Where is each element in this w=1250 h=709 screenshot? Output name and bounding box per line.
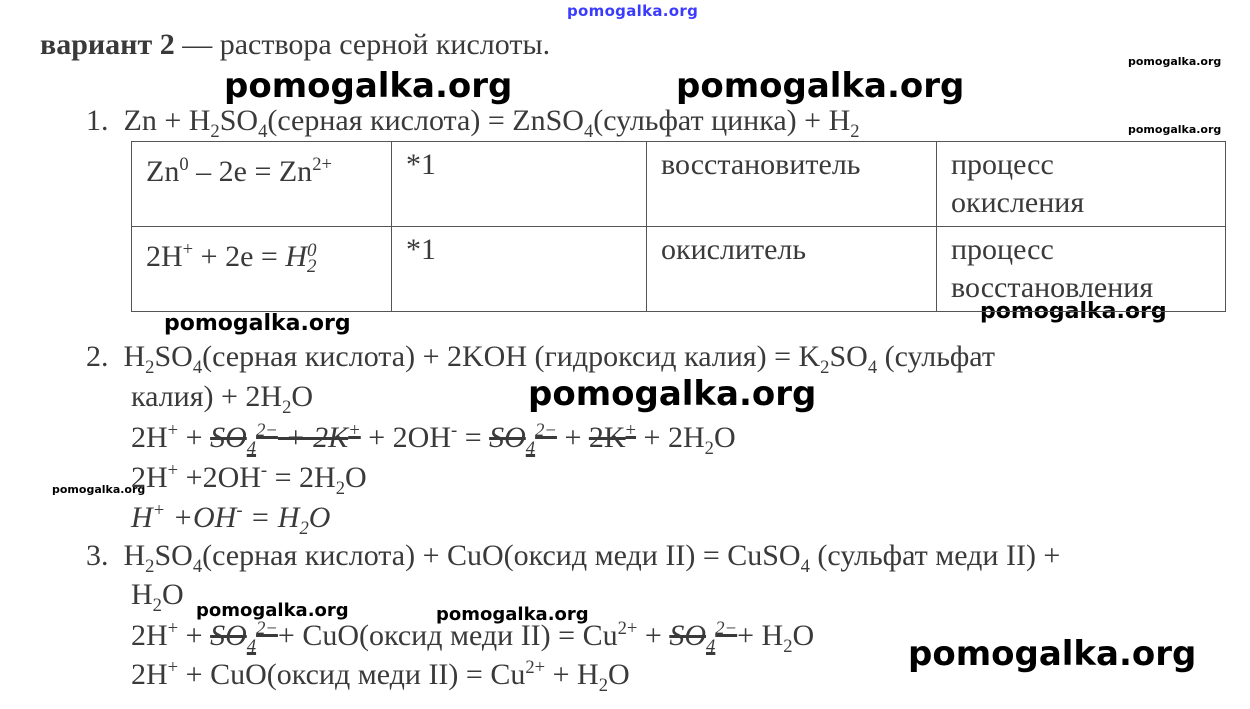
eq-text: (серная кислота) + CuO(оксид меди II) = CuSO (202, 539, 801, 572)
watermark: pomogalka.org (436, 604, 589, 625)
watermark: pomogalka.org (908, 634, 1197, 674)
eq-text: SO (669, 619, 706, 652)
item-2-equation (86, 340, 995, 379)
watermark-top[interactable]: pomogalka.org (567, 2, 699, 20)
eq-text: SO (210, 619, 247, 652)
item-3-equation (86, 539, 1060, 578)
eq-sub: 4 (192, 357, 203, 378)
cancelled-ion (669, 618, 738, 657)
eq-text: 2H (131, 619, 168, 652)
cell-text: процесс (951, 233, 1054, 266)
item-1-equation (86, 104, 860, 143)
eq-text: + 2OH (360, 421, 451, 454)
eq-sup: + (167, 420, 179, 441)
cancelled-ion (210, 420, 361, 459)
eq-text: O (291, 380, 314, 413)
cell-text: Zn (146, 155, 180, 188)
eq-sub: 2 (335, 478, 346, 499)
half-reaction-cell (132, 142, 392, 227)
eq-text: 2H (131, 658, 168, 691)
cell-text: H (285, 240, 307, 273)
cell-sup: + (182, 239, 194, 260)
eq-text: O (792, 619, 815, 652)
eq-sub: 2 (145, 556, 155, 577)
eq-text: + CuO(оксид меди II) = Cu (178, 658, 526, 691)
cell-text: 2H (146, 240, 183, 273)
item-number: 1. (86, 104, 109, 137)
eq-text: SO (489, 421, 526, 454)
eq-text: SO (154, 340, 193, 373)
eq-sub: 4 (800, 556, 810, 577)
half-reaction-cell (132, 227, 392, 312)
eq-sup: 2+ (617, 618, 638, 639)
process-cell (937, 142, 1226, 227)
eq-sub: 4 (246, 438, 257, 459)
eq-text: Zn + H (123, 104, 211, 137)
eq-text: (серная кислота) = ZnSO (267, 104, 584, 137)
eq-text: (серная кислота) + 2KOH (гидроксид калия) = K (202, 340, 821, 373)
eq-sup: - (260, 460, 268, 481)
eq-text: O (161, 578, 184, 611)
eq-text: + (556, 421, 589, 454)
eq-text: SO (219, 104, 259, 137)
eq-text: +2OH (178, 461, 261, 494)
eq-text: = H (242, 501, 300, 534)
process-cell (937, 227, 1226, 312)
table-row (132, 227, 1226, 312)
eq-text: + (178, 421, 211, 454)
watermark: pomogalka.org (164, 311, 351, 336)
eq-text: + H (545, 658, 599, 691)
watermark: pomogalka.org (1128, 55, 1222, 68)
item-3-ionic-short (131, 657, 630, 697)
eq-sub: 2 (210, 121, 220, 142)
eq-sup: + (167, 460, 179, 481)
eq-text: O (608, 658, 630, 691)
title-text: — раствора серной кислоты. (174, 28, 551, 61)
cancelled-ion (210, 618, 278, 657)
eq-sub: 2 (783, 636, 793, 657)
eq-sub: 4 (246, 636, 257, 657)
eq-text: O (308, 501, 331, 534)
watermark: pomogalka.org (196, 600, 349, 621)
cell-text: окисления (951, 186, 1085, 219)
cell-text: процесс (951, 148, 1054, 181)
eq-text: H (131, 501, 153, 534)
eq-sup: - (236, 500, 243, 521)
eq-text: (сульфат цинка) + H (593, 104, 851, 137)
eq-text: + CuO(оксид меди II) = Cu (277, 619, 618, 652)
eq-sup: + (167, 657, 179, 678)
item-3-ionic-full (131, 618, 814, 658)
eq-text: H (131, 578, 153, 611)
eq-sup: 2− (535, 420, 557, 441)
item-2-ionic-short (131, 460, 367, 500)
item-2-ionic-full (131, 420, 736, 460)
eq-sup: + (167, 618, 179, 639)
watermark: pomogalka.org (980, 299, 1167, 324)
eq-text: 2K (588, 421, 626, 454)
eq-sub: 4 (583, 121, 594, 142)
eq-sub: 2 (704, 438, 714, 459)
eq-text: = 2H (267, 461, 336, 494)
item-number: 2. (86, 340, 109, 373)
eq-sub: 2 (598, 675, 609, 696)
item-2-equation-cont (131, 380, 313, 419)
watermark: pomogalka.org (676, 66, 965, 106)
eq-text: + (637, 619, 670, 652)
item-2-ionic-simple (131, 500, 330, 540)
redox-table (131, 141, 1226, 312)
page-title (40, 28, 550, 62)
eq-text: + (178, 619, 211, 652)
role-cell: восстановитель (647, 142, 937, 227)
eq-text: SO (829, 340, 868, 373)
cell-text: – 2e = Zn (188, 155, 313, 188)
eq-text: + H (737, 619, 784, 652)
eq-sub: 4 (192, 556, 203, 577)
multiplier-cell: *1 (392, 227, 647, 312)
role-cell: окислитель (647, 227, 937, 312)
eq-text: (сульфат (877, 340, 995, 373)
eq-text: SO (154, 539, 193, 572)
eq-sup: - (451, 420, 458, 441)
eq-text: + 2H (636, 421, 705, 454)
multiplier-cell: *1 (392, 142, 647, 227)
eq-text: +OH (165, 501, 237, 534)
eq-sup: 2− (256, 618, 278, 639)
eq-text: (сульфат меди II) + (809, 539, 1061, 572)
cell-text: + 2e = (193, 240, 286, 273)
eq-text: 2H (131, 461, 168, 494)
sub-sup-stack (307, 240, 317, 278)
cell-sub: 2 (307, 256, 317, 278)
eq-text: 2H (131, 421, 168, 454)
variant-label: вариант 2 (40, 28, 175, 61)
eq-text: O (345, 461, 367, 494)
cell-sup: 0 (179, 154, 189, 175)
eq-sub: 2 (282, 397, 292, 418)
eq-sup: 2+ (525, 657, 546, 678)
eq-sub: 2 (850, 121, 860, 142)
eq-sub: 4 (705, 636, 716, 657)
watermark: pomogalka.org (224, 66, 513, 106)
eq-sup: + (348, 420, 361, 441)
cell-sup: 2+ (312, 154, 332, 175)
cell-sup: 0 (307, 240, 317, 262)
eq-sub: 2 (145, 357, 155, 378)
eq-sub: 4 (867, 357, 878, 378)
cell-text: восстановления (951, 271, 1154, 304)
eq-text: + 2K (277, 421, 349, 454)
eq-sub: 2 (820, 357, 830, 378)
watermark: pomogalka.org (528, 374, 817, 414)
item-number: 3. (86, 539, 109, 572)
eq-sup: + (625, 420, 637, 441)
eq-text: H (123, 539, 146, 572)
item-3-equation-cont (131, 578, 184, 617)
table-row (132, 142, 1226, 227)
eq-sup: + (152, 500, 166, 521)
eq-text: калия) + 2H (131, 380, 283, 413)
eq-sub: 2 (152, 595, 162, 616)
eq-sup: 2− (715, 618, 738, 639)
cancelled-ion (489, 420, 557, 459)
watermark: pomogalka.org (1128, 123, 1222, 136)
eq-sub: 4 (258, 121, 268, 142)
eq-text: SO (210, 421, 247, 454)
watermark: pomogalka.org (52, 483, 146, 496)
eq-text: = (457, 421, 490, 454)
eq-sub: 2 (299, 518, 309, 539)
eq-sub: 4 (525, 438, 536, 459)
eq-sup: 2− (256, 420, 278, 441)
eq-text: H (123, 340, 146, 373)
cancelled-ion (589, 421, 636, 454)
eq-text: O (713, 421, 736, 454)
